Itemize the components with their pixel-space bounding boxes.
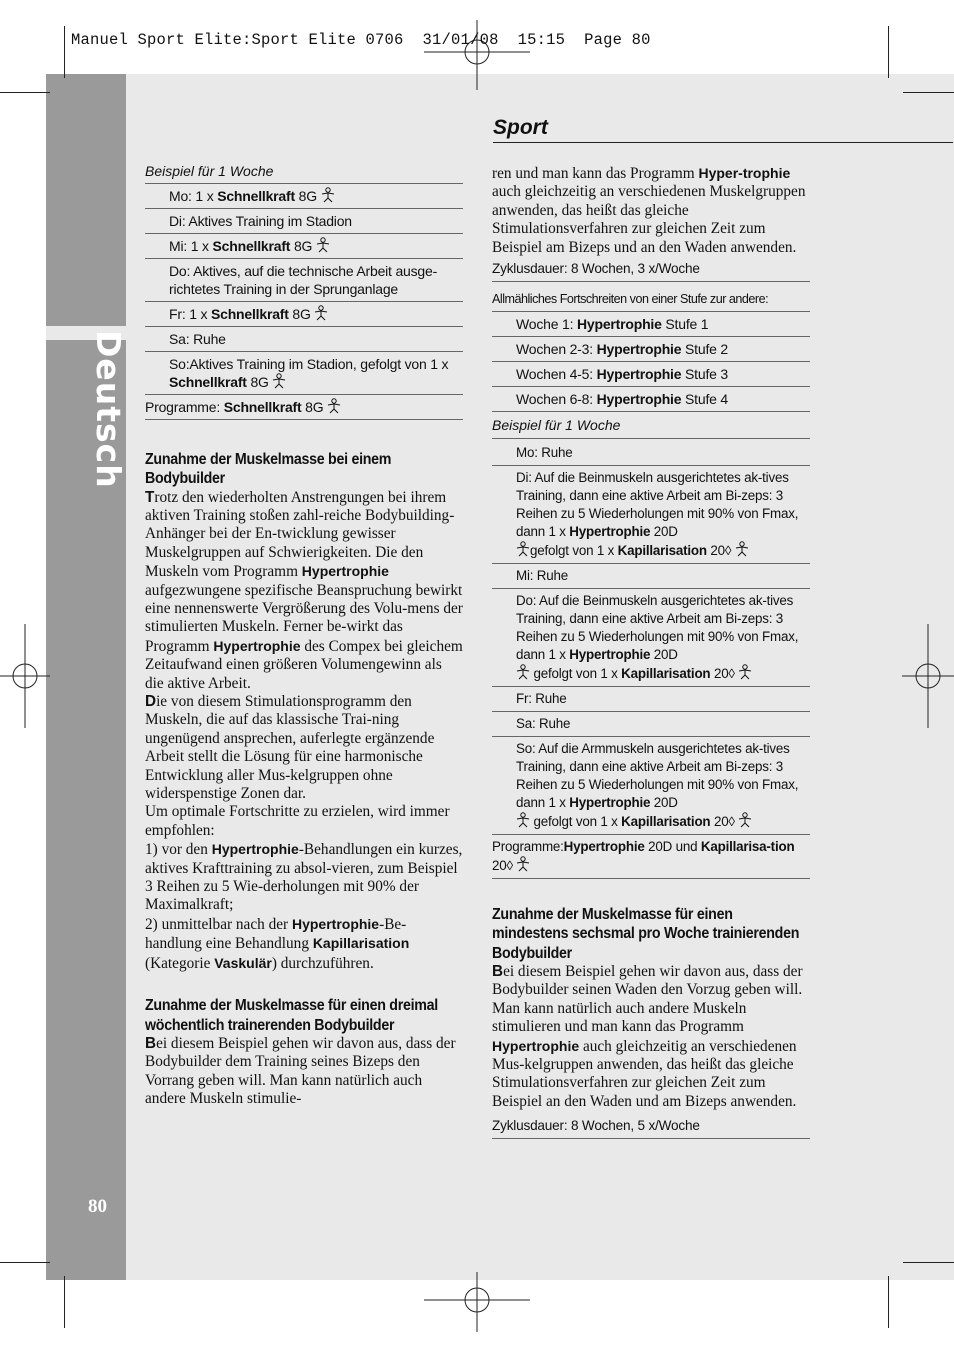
programme-name: Hypertrophie (211, 841, 299, 858)
programme-name: Hypertrophie (596, 341, 682, 358)
schedule-row (145, 259, 463, 302)
programme-name: Kapillarisation (621, 665, 711, 681)
category-name: Vaskulär (214, 954, 272, 971)
programme-name: Hypertrophie (563, 838, 645, 854)
text: 20D (650, 794, 678, 810)
registration-mark (424, 1272, 530, 1332)
registration-mark (0, 624, 50, 728)
text: gefolgt von 1 x (530, 542, 618, 558)
programme-code: 8G (301, 398, 324, 415)
schedule-row (145, 352, 463, 395)
text: Wochen 6-8: (516, 391, 597, 408)
text: 20D und (644, 838, 701, 854)
text: 2) unmittelbar nach der (145, 915, 292, 933)
left-column (145, 162, 463, 1109)
text: Di: Auf die Beinmuskeln ausgerichtetes ak-tives Training, dann eine aktive Arbeit am Bi-zeps: 3 Reihen zu 5 Wiederholungen mit 90% von Fmax, dann 1 x (516, 469, 799, 539)
programme-name: Hypertrophie (569, 523, 651, 539)
day-row: Fr: Ruhe (492, 687, 810, 712)
text: gefolgt von 1 x (530, 665, 622, 681)
text: aufgezwungene spezifische Beanspruchung bewirkt eine nennenswerte Vergrößerung des Volu-mens der stimulierten Muskeln. Ferner be-wirkt das Programm (145, 581, 463, 655)
print-header: Manuel Sport Elite:Sport Elite 0706 31/01/08 15:15 Page 80 (71, 31, 651, 49)
schedule-row (145, 209, 463, 234)
text: Stufe 1 (661, 316, 709, 333)
crop-mark (888, 1276, 889, 1328)
text: Woche 1: (516, 316, 577, 333)
schedule-row (145, 327, 463, 352)
programme-name: Hypertrophie (492, 1037, 580, 1054)
text: 20◊ (706, 542, 732, 558)
text: (Kategorie (145, 954, 215, 972)
programme-name: Kapillarisation (312, 935, 410, 952)
figure-icon (516, 664, 530, 680)
paragraph (145, 489, 463, 693)
text: -Be-handlung eine Behandlung (145, 915, 407, 953)
crop-mark (0, 1262, 50, 1263)
page-number: 80 (88, 1196, 107, 1217)
programme-name: Hyper-trophie (698, 165, 791, 181)
figure-icon (738, 664, 752, 680)
text: Mo: 1 x (169, 187, 218, 204)
text: 20◊ (710, 665, 735, 681)
text: Do: Aktives, auf die technische Arbeit ausge-richtetes Training in der Sprunganlage (169, 262, 438, 297)
text: auch gleichzeitig an verschiedenen Mus-kelgruppen anwenden, das heißt das gleiche Stimulationsverfahren zur gleichen Zeit zum Beispiel an den Waden und am Bizeps anwenden. (492, 1037, 797, 1110)
language-tab-label: Deutsch (89, 330, 128, 489)
programme-name: Schnellkraft (210, 305, 289, 322)
text: Mi: 1 x (169, 237, 213, 254)
progression-label: Allmähliches Fortschreiten von einer Stufe zur andere: (492, 282, 810, 312)
text: Fr: 1 x (169, 305, 211, 322)
text: 1) vor den (145, 841, 212, 859)
drop-cap: B (492, 963, 504, 981)
day-row (492, 737, 810, 835)
text: Stufe 2 (681, 341, 728, 358)
right-column (492, 164, 810, 1139)
text: Stufe 3 (681, 366, 728, 383)
programme-prefix: Programme: (145, 398, 224, 415)
paragraph (145, 693, 463, 803)
schedule-row (145, 234, 463, 259)
crop-mark (903, 92, 954, 93)
crop-mark (888, 26, 889, 78)
programme-name: Kapillarisation (617, 542, 707, 558)
paragraph (492, 963, 810, 1111)
text: 8G (290, 237, 313, 254)
programme-name: Hypertrophie (213, 637, 301, 654)
figure-icon (735, 541, 749, 557)
schedule-row (145, 184, 463, 209)
schedule-row (145, 302, 463, 327)
text: Di: Aktives Training im Stadion (169, 212, 352, 229)
day-row: Mo: Ruhe (492, 439, 810, 466)
programme-line (145, 395, 463, 420)
text: ei diesem Beispiel gehen wir davon aus, dass der Bodybuilder dem Training seines Bizeps den Vorrang geben will. Man kann natürlich auch andere Muskeln stimulie- (145, 1035, 456, 1108)
text: Do: Auf die Beinmuskeln ausgerichtetes ak-tives Training, dann eine aktive Arbeit am Bi-zeps: 3 Reihen zu 5 Wiederholungen mit 90% von Fmax, dann 1 x (516, 592, 799, 662)
text: Wochen 4-5: (516, 366, 597, 383)
heading-six-times: Zunahme der Muskelmasse für einen mindestens sechsmal pro Woche trainierenden Bodybuilder (492, 905, 800, 962)
programme-name: Hypertrophie (301, 563, 389, 580)
text: 20D (650, 646, 678, 662)
day-row: Mi: Ruhe (492, 564, 810, 589)
text: 8G (246, 373, 269, 390)
programme-name: Hypertrophie (596, 366, 682, 383)
paragraph (145, 1035, 463, 1109)
text: Programme: (492, 838, 564, 854)
section-title: Sport (493, 116, 548, 139)
week-label: Beispiel für 1 Woche (492, 412, 810, 439)
figure-icon (738, 812, 752, 828)
text: -Behandlungen ein kurzes, aktives Krafttraining zu absol-vieren, zum Beispiel 3 Reihen zu 5 Wie-derholungen mit 90% der Maximalkraft; (145, 841, 463, 914)
programme-name: Schnellkraft (169, 373, 247, 390)
programme-name: Hypertrophie (291, 915, 380, 932)
day-row (492, 589, 810, 687)
figure-icon (321, 187, 335, 203)
text: 8G (294, 187, 317, 204)
cycle-duration: Zyklusdauer: 8 Wochen, 5 x/Woche (492, 1111, 810, 1139)
drop-cap: T (145, 488, 155, 506)
paragraph: Um optimale Fortschritte zu erzielen, wird immer empfohlen: (145, 803, 450, 839)
text: ie von diesem Stimulationsprogramm den Muskeln, die auf das klassische Trai-ning ungenügend ansprechen, auferlegte ergänzende Arbeit stellt die Lösung für eine harmonische Entwicklung aller Mus-kelgruppen ohne widerspenstige Zonen dar. (145, 692, 435, 802)
crop-mark (903, 1262, 954, 1263)
figure-icon (516, 856, 530, 872)
programme-line (492, 835, 810, 879)
text: 20D (650, 523, 678, 539)
paragraph (145, 840, 463, 915)
section-rule (493, 142, 953, 143)
crop-mark (0, 92, 50, 93)
text: Sa: Ruhe (169, 330, 226, 347)
text: rotz den wiederholten Anstrengungen bei ihrem aktiven Training stoßen zahl-reiche Bodybuilding-Anhänger bei der En-twicklung gewisser Muskelgruppen auf Schwierigkeiten. Die den Muskeln vom Programm (145, 488, 455, 581)
day-row: Sa: Ruhe (492, 712, 810, 737)
drop-cap: D (145, 692, 157, 710)
figure-icon (327, 398, 341, 414)
programme-name: Schnellkraft (217, 187, 295, 204)
programme-name: Hypertrophie (569, 794, 651, 810)
programme-name: Hypertrophie (576, 316, 662, 333)
crop-mark (64, 26, 65, 78)
figure-icon (316, 237, 330, 253)
language-tab (80, 330, 140, 530)
text: gefolgt von 1 x (530, 813, 622, 829)
text: des Compex bei gleichem Zeitaufwand einen größeren Volumengewinn als die aktive Arbeit. (145, 637, 463, 692)
text: ei diesem Beispiel gehen wir davon aus, dass der Bodybuilder seinen Waden den Vorzug geben will. Man kann natürlich auch andere Muskeln stimulieren und man kann das Programm (492, 963, 803, 1036)
text: ren und man kann das Programm (492, 165, 699, 182)
figure-icon (272, 373, 286, 389)
figure-icon (516, 812, 530, 828)
programme-name: Kapillarisation (621, 813, 711, 829)
schedule-row (492, 362, 810, 387)
heading-three-times: Zunahme der Muskelmasse für einen dreimal wöchentlich trainerenden Bodybuilder (145, 997, 438, 1034)
registration-mark (902, 624, 954, 728)
text: 8G (288, 305, 311, 322)
paragraph (145, 915, 463, 973)
programme-name: Hypertrophie (596, 391, 682, 408)
stage-list (492, 312, 810, 412)
day-row (492, 466, 810, 564)
crop-mark (64, 1276, 65, 1328)
drop-cap: B (145, 1035, 157, 1053)
week-label: Beispiel für 1 Woche (145, 162, 463, 184)
cycle-duration: Zyklusdauer: 8 Wochen, 3 x/Woche (492, 257, 810, 282)
text: So: Auf die Armmuskeln ausgerichtetes ak-tives Training, dann eine aktive Arbeit am Bi-zeps: 3 Reihen zu 5 Wiederholungen mit 90% von Fmax, dann 1 x (516, 740, 799, 810)
schedule-row (492, 387, 810, 412)
text: 20◊ (710, 813, 735, 829)
text: auch gleichzeitig an verschiedenen Muskelgruppen anwenden, das heißt das gleiche Stimulationsverfahren zur gleichen Zeit zum Beispiel am Bizeps und an den Waden anwenden. (492, 183, 806, 256)
schedule-row (492, 337, 810, 362)
text: 20◊ (492, 857, 513, 873)
figure-icon (314, 305, 328, 321)
programme-name: Schnellkraft (212, 237, 291, 254)
week-schedule (145, 184, 463, 395)
figure-icon (516, 541, 530, 557)
text: So:Aktives Training im Stadion, gefolgt von 1 x (169, 355, 449, 372)
language-sidebar (46, 74, 126, 1280)
programme-name: Kapillarisa-tion (700, 838, 795, 854)
paragraph (492, 164, 810, 257)
heading-bodybuilder: Zunahme der Muskelmasse bei einem Bodybuilder (145, 450, 392, 487)
programme-name: Hypertrophie (569, 646, 651, 662)
text: Stufe 4 (681, 391, 728, 408)
text: Wochen 2-3: (516, 341, 597, 358)
programme-name: Schnellkraft (223, 398, 302, 415)
schedule-row (492, 312, 810, 337)
text: ) durchzuführen. (271, 954, 374, 972)
